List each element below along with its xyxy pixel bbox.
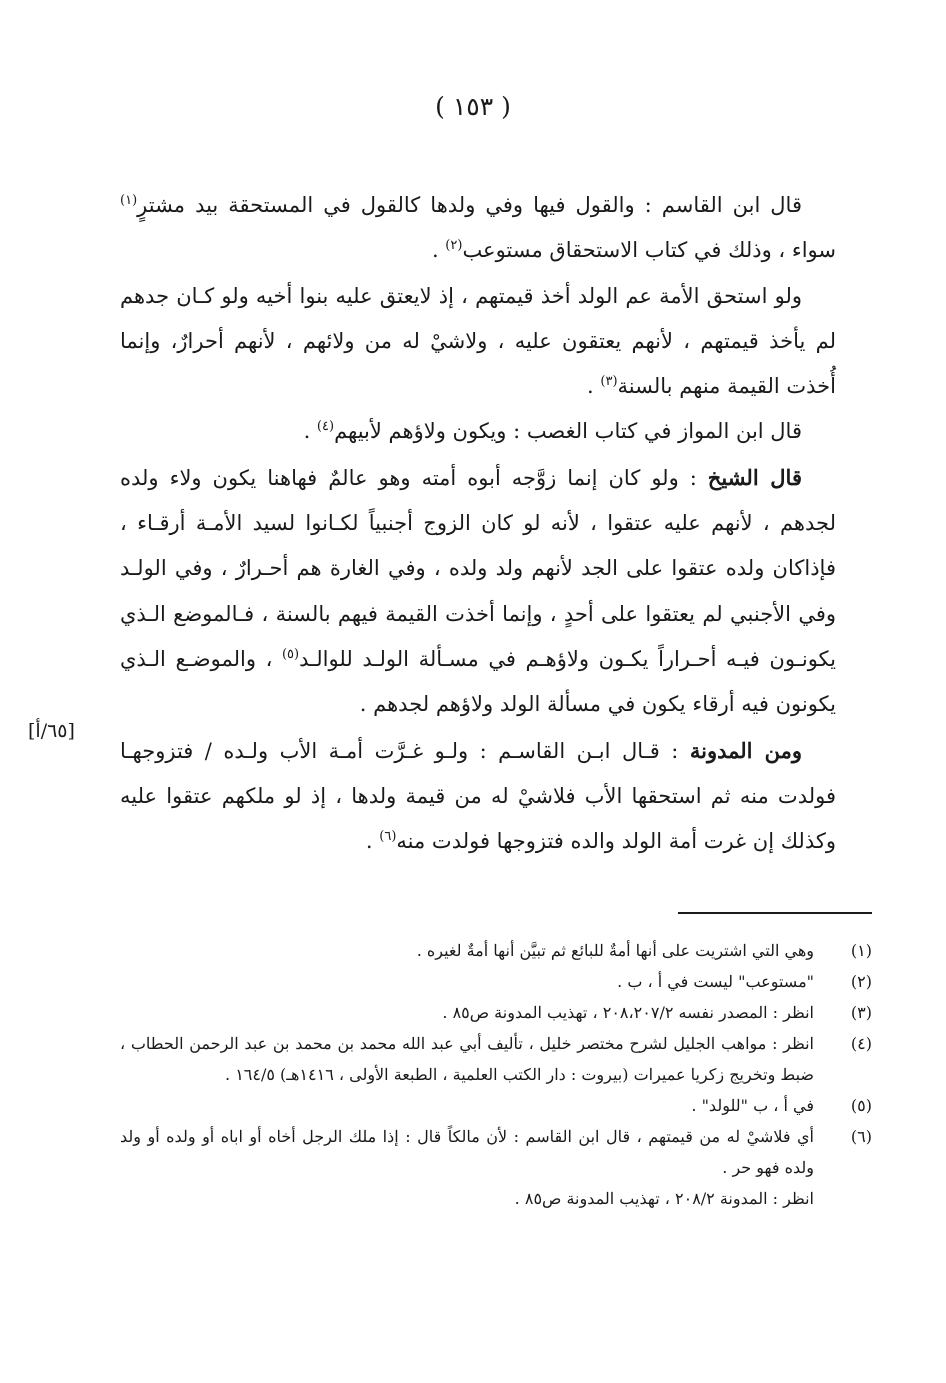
paragraph-text: قال ابن المواز في كتاب الغصب : ويكون ولاؤهم لأبيهم [334, 419, 802, 444]
paragraph-text: : قـال ابـن القاسـم : ولـو غـرَّت أمـة الأب ولـده / فتزوجهـا فولدت منه ثم استحقها الأب فلاشيْ له من قيمة ولدها ، إذ لو ملكهم عتقوا عليه وكذلك إن غرت أمة الولد والده فتزوجها فولدت منه [120, 738, 836, 854]
footnote [120, 966, 872, 997]
paragraph-text: قال ابن القاسم : والقول فيها وفي ولدها كالقول في المستحقة بيد مشترٍ [137, 193, 802, 217]
paragraph-tail: . [587, 374, 601, 399]
folio-marker: [٦٥/أ] [28, 720, 75, 742]
footnote [120, 1028, 872, 1090]
footnote-ref: (٣) [600, 374, 618, 390]
paragraph-2 [120, 274, 836, 410]
paragraph-tail: ، والموضـع الـذي يكونون فيه أرقاء يكون في مسألة الولد ولاؤهم لجدهم . [120, 646, 836, 717]
footnote [120, 935, 872, 966]
footnote-ref: (٤) [316, 419, 335, 435]
paragraph-text: : ولو كان إنما زوَّجه أبوه أمته وهو عالمٌ فهاهنا يكون ولاء ولده لجدهم ، لأنهم عليه عتقوا ، لأنه لو كان الزوج أجنبياً لكـانوا لسيد الأمـة أرقـاء ، فإذاكان ولده عتقوا على الجد لأنهم ولد ولده ، وفي الغارة هم أحـرارٌ ، وفي الولـد وفي الأجنبي لم يعتقوا على أحدٍ ، وإنما أخذت القيمة فيهم بالسنة ، فـالموضع الـذي يكونـون فيـه أحـراراً يكـون ولاؤهـم في مسـألة الولـد للوالـد [120, 465, 836, 671]
footnote-number: (٦) [850, 1127, 872, 1146]
footnote-number: (١) [850, 941, 872, 960]
paragraph-1 [120, 183, 836, 274]
footnote-divider [678, 912, 872, 914]
paragraph-tail: . [303, 419, 317, 444]
paragraph-tail: . [431, 238, 446, 263]
footnote-text: أي فلاشيْ له من قيمتهم ، قال ابن القاسم : لأن مالكاً قال : إذا ملك الرجل أخاه أو اباه أو ولده أو ولد ولده فهو حر . [120, 1127, 814, 1177]
footnote-ref: (٦) [379, 829, 397, 845]
footnote [120, 1121, 872, 1183]
footnote-text: انظر : مواهب الجليل لشرح مختصر خليل ، تأليف أبي عبد الله محمد بن محمد بن عبد الرحمن الحطاب ، ضبط وتخريج زكريا عميرات (بيروت : دار الكتب العلمية ، الطبعة الأولى ، ١٤١٦هـ) ١٦٤/٥ . [120, 1034, 814, 1084]
paragraph-tail: سواء ، وذلك في كتاب الاستحقاق مستوعب [462, 238, 836, 263]
footnote-number: (٢) [850, 972, 872, 991]
footnote-text: وهي التي اشتريت على أنها أمةٌ للبائع ثم تبيَّن أنها أمةٌ لغيره . [416, 941, 814, 960]
footnotes [120, 935, 872, 1214]
paragraph-3 [120, 409, 836, 454]
footnote-number: (٥) [850, 1096, 872, 1115]
footnote [120, 1090, 872, 1121]
paragraph-5 [120, 728, 836, 865]
footnote-text: انظر : المصدر نفسه ٢٠٨،٢٠٧/٢ ، تهذيب المدونة ص٨٥ . [442, 1003, 814, 1022]
footnote-ref: (٥) [281, 646, 300, 662]
paragraph-tail: . [365, 829, 380, 854]
footnote-number: (٤) [850, 1034, 872, 1053]
footnote [120, 997, 872, 1028]
page-number: ( ١٥٣ ) [435, 92, 511, 121]
paragraph-lead: قال الشيخ [707, 464, 802, 490]
footnote-text: في أ ، ب "للولد" . [691, 1096, 814, 1115]
paragraph-text: ولو استحق الأمة عم الولد أخذ قيمتهم ، إذ لايعتق عليه بنوا أخيه ولو كـان جدهم لم يأخذ قيمتهم ، لأنهم يعتقون عليه ، ولاشيْ له من ولائهم ، لأنهم أحرارٌ، وإنما أُخذت القيمة منهم بالسنة [120, 283, 836, 399]
footnote-text: "مستوعب" ليست في أ ، ب . [617, 972, 814, 991]
footnote-continuation: انظر : المدونة ٢٠٨/٢ ، تهذيب المدونة ص٨٥ . [514, 1189, 814, 1208]
footnote-number: (٣) [850, 1003, 872, 1022]
footnote-ref: (٢) [445, 238, 463, 254]
main-text [120, 183, 836, 864]
paragraph-4 [120, 455, 836, 728]
footnote-ref: (١) [120, 193, 138, 208]
paragraph-lead: ومن المدونة [689, 737, 802, 763]
